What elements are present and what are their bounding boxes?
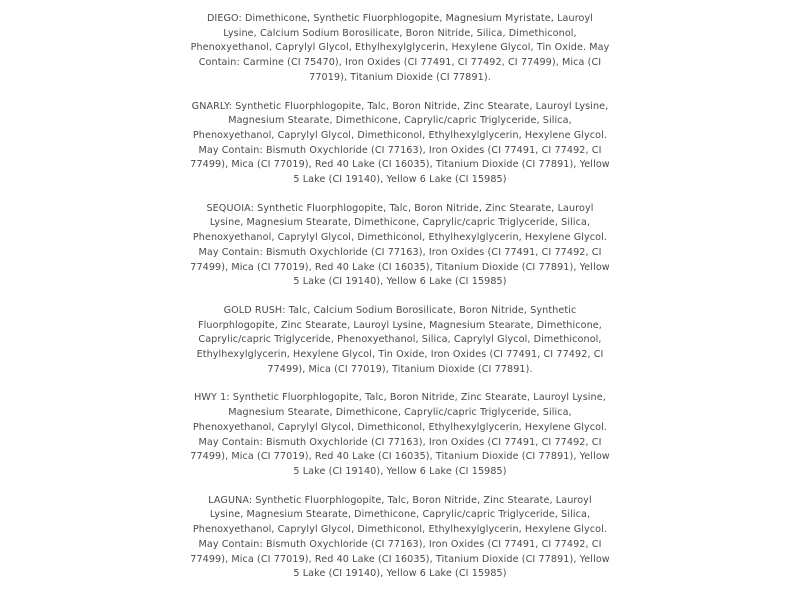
shade-ingredients-diego: DIEGO: Dimethicone, Synthetic Fluorphlogopite, Magnesium Myristate, Lauroyl Lysine, Calcium Sodium Borosilicate, Boron Nitride, Silica, Dimethiconol, Phenoxyethanol, Caprylyl Glycol, Ethylhexylglycerin, Hexylene Glycol, Tin Oxide. May Contain: Carmine (CI 75470), Iron Oxides (CI 77491, CI 77492, CI 77499), Mica (CI 77019), Titanium Dioxide (CI 77891). bbox=[190, 13, 610, 83]
shade-ingredients-laguna: LAGUNA: Synthetic Fluorphlogopite, Talc, Boron Nitride, Zinc Stearate, Lauroyl Lysine, Magnesium Stearate, Dimethicone, Caprylic/capric Triglyceride, Silica, Phenoxyethanol, Caprylyl Glycol, Dimethiconol, Ethylhexylglycerin, Hexylene Glycol. May Contain: Bismuth Oxychloride (CI 77163), Iron Oxides (CI 77491, CI 77492, CI 77499), Mica (CI 77019), Red 40 Lake (CI 16035), Titanium Dioxide (CI 77891), Yellow 5 Lake (CI 19140), Yellow 6 Lake (CI 15985) bbox=[190, 494, 610, 580]
shade-ingredients-hwy-1: HWY 1: Synthetic Fluorphlogopite, Talc, Boron Nitride, Zinc Stearate, Lauroyl Lysine, Magnesium Stearate, Dimethicone, Caprylic/capric Triglyceride, Silica, Phenoxyethanol, Caprylyl Glycol, Dimethiconol, Ethylhexylglycerin, Hexylene Glycol. May Contain: Bismuth Oxychloride (CI 77163), Iron Oxides (CI 77491, CI 77492, CI 77499), Mica (CI 77019), Red 40 Lake (CI 16035), Titanium Dioxide (CI 77891), Yellow 5 Lake (CI 19140), Yellow 6 Lake (CI 15985) bbox=[190, 392, 610, 477]
shade-ingredients-gnarly: GNARLY: Synthetic Fluorphlogopite, Talc, Boron Nitride, Zinc Stearate, Lauroyl Lysine, Magnesium Stearate, Dimethicone, Caprylic/capric Triglyceride, Silica, Phenoxyethanol, Caprylyl Glycol, Dimethiconol, Ethylhexylglycerin, Hexylene Glycol. May Contain: Bismuth Oxychloride (CI 77163), Iron Oxides (CI 77491, CI 77492, CI 77499), Mica (CI 77019), Red 40 Lake (CI 16035), Titanium Dioxide (CI 77891), Yellow 5 Lake (CI 19140), Yellow 6 Lake (CI 15985) bbox=[190, 100, 610, 186]
ingredients-list bbox=[190, 12, 610, 596]
shade-ingredients-sequoia: SEQUOIA: Synthetic Fluorphlogopite, Talc, Boron Nitride, Zinc Stearate, Lauroyl Lysine, Magnesium Stearate, Dimethicone, Caprylic/capric Triglyceride, Silica, Phenoxyethanol, Caprylyl Glycol, Dimethiconol, Ethylhexylglycerin, Hexylene Glycol. May Contain: Bismuth Oxychloride (CI 77163), Iron Oxides (CI 77491, CI 77492, CI 77499), Mica (CI 77019), Red 40 Lake (CI 16035), Titanium Dioxide (CI 77891), Yellow 5 Lake (CI 19140), Yellow 6 Lake (CI 15985) bbox=[190, 202, 610, 288]
shade-ingredients-gold-rush: GOLD RUSH: Talc, Calcium Sodium Borosilicate, Boron Nitride, Synthetic Fluorphlogopite, Zinc Stearate, Lauroyl Lysine, Magnesium Stearate, Dimethicone, Caprylic/capric Triglyceride, Phenoxyethanol, Silica, Caprylyl Glycol, Dimethiconol, Ethylhexylglycerin, Hexylene Glycol, Tin Oxide, Iron Oxides (CI 77491, CI 77492, CI 77499), Mica (CI 77019), Titanium Dioxide (CI 77891). bbox=[196, 304, 604, 375]
